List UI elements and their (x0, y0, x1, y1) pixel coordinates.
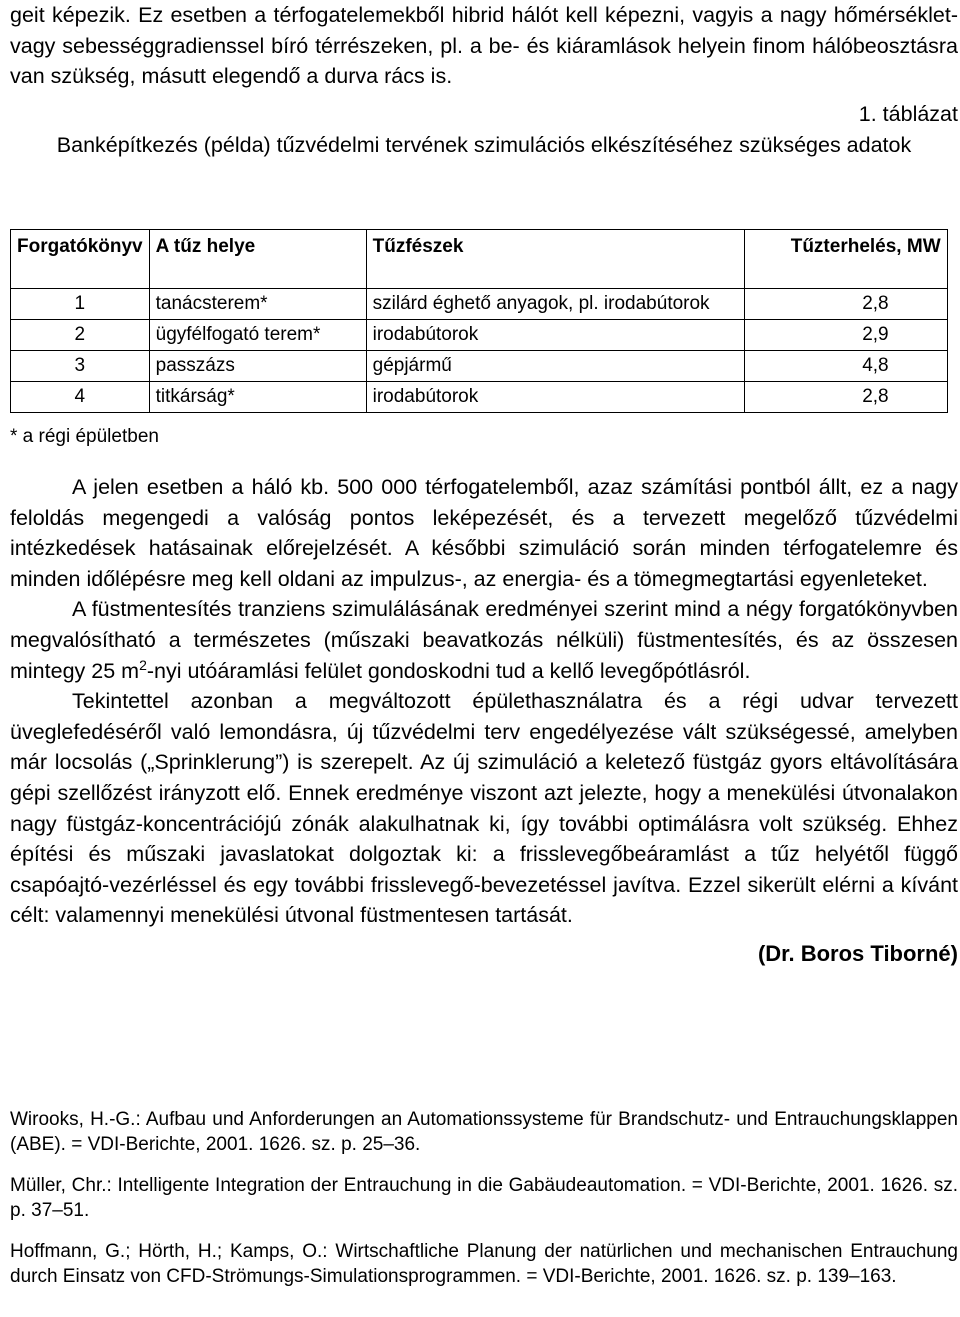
cell-fire-source: gépjármű (366, 351, 744, 382)
intro-paragraph: geit képezik. Ez esetben a térfogatelemekből hibrid hálót kell képezni, vagyis a nagy hőmérséklet- vagy sebességgradienssel bíró térrészeken, pl. a be- és kiáramlások helyein finom hálóbeosztásra van szükség, másutt elegendő a durva rács is. (10, 3, 958, 89)
body-paragraph-3: Tekintettel azonban a megváltozott épülethasználatra és a régi udvar tervezett üveglefedéséről való lemondásra, új tűzvédelmi terv engedélyezése vált szükségessé, amelyben már locsolás („Sprinklerung”) is szerepelt. Az új szimuláció a keletező füstgáz gyors eltávolítására gépi szellőzést irányzott elő. Ennek eredménye viszont azt jelezte, hogy a menekülési útvonalakon nagy füstgáz-koncentrációjú zónák alakulhatnak ki, így további optimálásra volt szükség. Ehhez építési és műszaki javaslatokat dolgoztak ki: a frisslevegőbeáramlást a tűz helyétől függő csapóajtó-vezérléssel és egy további frisslevegő-bevezetéssel javítva. Ezzel sikerült elérni a kívánt célt: valamennyi menekülési útvonal füstmentesen tartását. (10, 689, 958, 928)
superscript: 2 (139, 656, 147, 673)
table-header-row (11, 230, 948, 289)
reference-item: Müller, Chr.: Intelligente Integration der Entrauchung in die Gabäudeautomation. = VDI-Berichte, 2001. 1626. sz. p. 37–51. (10, 1175, 958, 1221)
header-fire-load: Tűzterhelés, MW (744, 230, 947, 289)
body-paragraph-2-start: A füstmentesítés tranziens szimulálásának eredményei szerint mind a négy forgatókönyvben megvalósítható a természetes (műszaki beavatkozás nélküli) füstmentesítés, és az összesen mintegy 25 m (10, 597, 958, 683)
cell-scenario: 4 (11, 382, 150, 413)
cell-fire-load: 2,8 (744, 382, 947, 413)
cell-fire-location: tanácsterem* (149, 289, 366, 320)
cell-scenario: 2 (11, 320, 150, 351)
body-section (10, 472, 958, 969)
table-row (11, 351, 948, 382)
table-title: Banképítkezés (példa) tűzvédelmi tervének szimulációs elkészítéséhez szükséges adatok (56, 132, 912, 157)
data-table (10, 229, 948, 413)
cell-fire-location: ügyfélfogató terem* (149, 320, 366, 351)
table-number: 1. táblázat (858, 101, 958, 126)
references-section (10, 1107, 958, 1305)
table-row (11, 382, 948, 413)
cell-fire-load: 2,8 (744, 289, 947, 320)
author-signature: (Dr. Boros Tiborné) (757, 940, 958, 966)
cell-fire-load: 2,9 (744, 320, 947, 351)
table-row (11, 289, 948, 320)
table-row (11, 320, 948, 351)
cell-fire-location: passzázs (149, 351, 366, 382)
cell-scenario: 3 (11, 351, 150, 382)
body-paragraph-1: A jelen esetben a háló kb. 500 000 térfogatelemből, azaz számítási pontból állt, ez a nagy feloldás megengedi a valóság pontos leképezését, és a tervezett megelőző tűzvédelmi intézkedések hatásainak előrejelzését. A későbbi szimuláció során minden térfogatelemre és minden időlépésre meg kell oldani az impulzus-, az energia- és a tömegmegtartási egyenleteket. (10, 475, 958, 591)
cell-fire-load: 4,8 (744, 351, 947, 382)
intro-section (10, 0, 958, 161)
cell-fire-source: irodabútorok (366, 382, 744, 413)
body-paragraph-2 (10, 594, 958, 686)
header-scenario: Forgatókönyv (11, 230, 150, 289)
header-fire-location: A tűz helye (149, 230, 366, 289)
reference-item: Wirooks, H.-G.: Aufbau und Anforderungen an Automationssysteme für Brandschutz- und Entrauchungsklappen (ABE). = VDI-Berichte, 2001. 1626. sz. p. 25–36. (10, 1109, 958, 1155)
header-fire-source: Tűzfészek (366, 230, 744, 289)
cell-fire-source: irodabútorok (366, 320, 744, 351)
cell-scenario: 1 (11, 289, 150, 320)
reference-item: Hoffmann, G.; Hörth, H.; Kamps, O.: Wirtschaftliche Planung der natürlichen und mechanischen Entrauchung durch Einsatz von CFD-Strömungs-Simulationsprogrammen. = VDI-Berichte, 2001. 1626. sz. p. 139–163. (10, 1241, 958, 1287)
body-paragraph-2-end: -nyi utóáramlási felület gondoskodni tud a kellő levegőpótlásról. (146, 658, 751, 683)
cell-fire-source: szilárd éghető anyagok, pl. irodabútorok (366, 289, 744, 320)
table-footnote: * a régi épületben (10, 426, 159, 447)
cell-fire-location: titkárság* (149, 382, 366, 413)
